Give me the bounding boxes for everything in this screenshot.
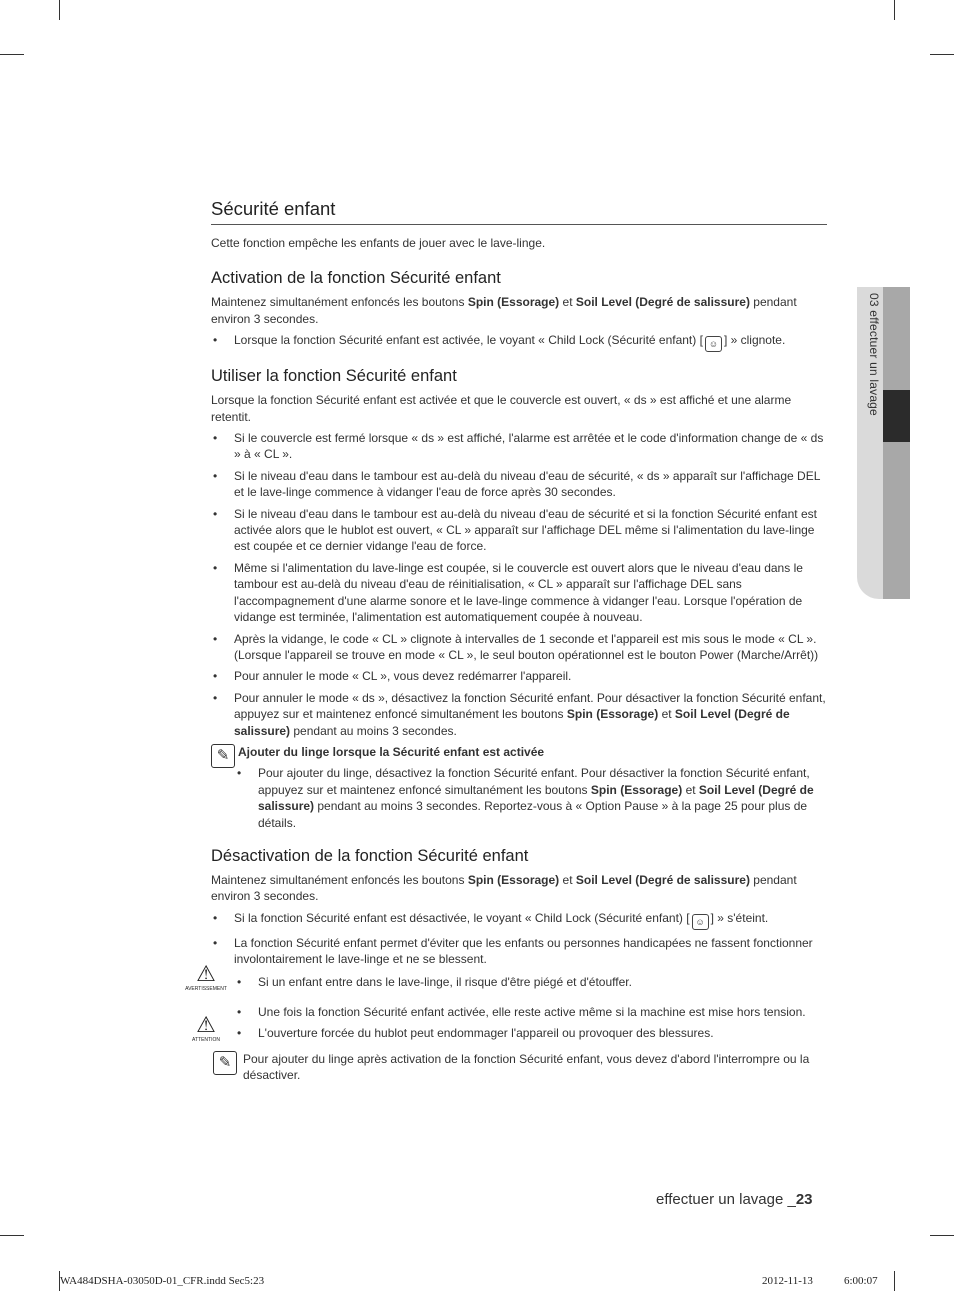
list-item: • Si la fonction Sécurité enfant est désactivée, le voyant « Child Lock (Sécurité enfant) [ ☺ ] » s'éteint. — [211, 910, 827, 930]
child-lock-icon: ☺ — [692, 914, 709, 930]
warning-list — [211, 974, 827, 1021]
crop-mark — [59, 0, 60, 20]
usage-heading: Utiliser la fonction Sécurité enfant — [211, 367, 457, 386]
side-tab-label: 03 effectuer un lavage — [867, 293, 881, 416]
list-item: • Pour ajouter du linge, désactivez la fonction Sécurité enfant. Pour désactiver la fonction Sécurité enfant, appuyez sur et maintenez enfoncé simultanément les boutons Spin (Essorage) et Soil Level (Degré de salissure) pendant au moins 3 secondes. Reportez-vous à « Option Pause » à la page 25 pour plus de détails. — [235, 765, 827, 831]
note-add-laundry — [211, 744, 827, 831]
page-title: Sécurité enfant — [211, 198, 827, 225]
note-list — [211, 765, 827, 831]
list-item: • Lorsque la fonction Sécurité enfant est activée, le voyant « Child Lock (Sécurité enfant) [ ☺ ] » clignote. — [211, 332, 827, 352]
side-tab-marker — [883, 390, 910, 442]
final-note-text: Pour ajouter du linge après activation de la fonction Sécurité enfant, vous devez d'abord l'interrompre ou la désactiver. — [243, 1051, 810, 1083]
list-item: • Pour annuler le mode « ds », désactivez la fonction Sécurité enfant. Pour désactiver la fonction Sécurité enfant, appuyez sur et maintenez enfoncé simultanément les boutons Spin (Essorage) et Soil Level (Degré de salissure) pendant au moins 3 secondes. — [211, 690, 827, 739]
caution-list — [211, 1025, 827, 1041]
list-item: • Pour annuler le mode « CL », vous devez redémarrer l'appareil. — [211, 668, 827, 684]
note-title: Ajouter du linge lorsque la Sécurité enfant est activée — [238, 744, 545, 759]
deactivation-list — [211, 910, 827, 968]
slug-date: 2012-11-13 — [762, 1275, 813, 1287]
list-item: • La fonction Sécurité enfant permet d'éviter que les enfants ou personnes handicapées ne fassent fonctionner involontairement le lave-linge et ne se blessent. — [211, 935, 827, 968]
slug-time: 6:00:07 — [844, 1275, 878, 1287]
crop-mark — [930, 54, 954, 55]
caution-icon: ⚠ ATTENTION — [192, 1012, 220, 1044]
activation-paragraph: Maintenez simultanément enfoncés les boutons Spin (Essorage) et Soil Level (Degré de salissure) pendant environ 3 secondes. — [211, 295, 797, 326]
list-item: • Même si l'alimentation du lave-linge est coupée, si le couvercle est ouvert alors que le niveau d'eau dans le tambour est au-delà du niveau d'eau de réinitialisation, « CL » apparaît sur l'affichage DEL sans l'accompagnement d'une alarme sonore et le lave-linge commence à vidanger l'eau. Lorsque l'opération de vidange est terminée, l'alimentation est automatiquement coupée à nouveau. — [211, 560, 827, 626]
usage-list — [211, 430, 827, 739]
activation-list — [211, 332, 827, 352]
list-item: • Si un enfant entre dans le lave-linge, il risque d'être piégé et d'étouffer. — [235, 974, 827, 990]
page-footer: effectuer un lavage _23 — [656, 1191, 813, 1208]
note-pencil-icon: ✎ — [211, 744, 235, 768]
list-item: • Une fois la fonction Sécurité enfant activée, elle reste active même si la machine est mise hors tension. — [235, 1004, 827, 1020]
side-tab-edge — [883, 287, 910, 599]
crop-mark — [894, 0, 895, 20]
child-lock-icon: ☺ — [705, 336, 722, 352]
list-item: • Si le niveau d'eau dans le tambour est au-delà du niveau d'eau de sécurité, « ds » apparaît sur l'affichage DEL et le lave-linge commence à vidanger l'eau de force après 30 secondes. — [211, 468, 827, 501]
page-content — [185, 198, 827, 1084]
crop-mark — [930, 1235, 954, 1236]
intro-text: Cette fonction empêche les enfants de jouer avec le lave-linge. — [211, 236, 546, 250]
warning-block — [185, 960, 827, 1021]
list-item: • Si le niveau d'eau dans le tambour est au-delà du niveau d'eau de sécurité et si la fonction Sécurité enfant est activée alors que le hublot est ouvert, « CL » apparaît sur l'affichage DEL même si l'alimentation du lave-linge est coupée et ce dernier vidange l'eau de force. — [211, 506, 827, 555]
slug-file: WA484DSHA-03050D-01_CFR.indd Sec5:23 — [60, 1275, 265, 1287]
deactivation-paragraph: Maintenez simultanément enfoncés les boutons Spin (Essorage) et Soil Level (Degré de salissure) pendant environ 3 secondes. — [211, 872, 797, 904]
list-item: • L'ouverture forcée du hublot peut endommager l'appareil ou provoquer des blessures. — [235, 1025, 827, 1041]
crop-mark — [0, 54, 24, 55]
list-item: • Après la vidange, le code « CL » clignote à intervalles de 1 seconde et l'appareil est mis sous le mode « CL ». (Lorsque l'appareil se trouve en mode « CL », le seul bouton opérationnel est le bouton Power (Marche/Arrêt)) — [211, 631, 827, 664]
deactivation-heading: Désactivation de la fonction Sécurité enfant — [211, 846, 529, 865]
final-note — [211, 1051, 827, 1084]
usage-paragraph: Lorsque la fonction Sécurité enfant est activée et que le couvercle est ouvert, « ds » est affiché et une alarme retentit. — [211, 393, 792, 424]
note-pencil-icon: ✎ — [213, 1051, 237, 1075]
activation-heading: Activation de la fonction Sécurité enfant — [211, 269, 501, 288]
warning-icon: ⚠ AVERTISSEMENT — [185, 960, 227, 992]
crop-mark — [0, 1235, 24, 1236]
list-item: • Si le couvercle est fermé lorsque « ds » est affiché, l'alarme est arrêtée et le code d'information change de « ds » à « CL ». — [211, 430, 827, 463]
crop-mark — [894, 1271, 895, 1291]
